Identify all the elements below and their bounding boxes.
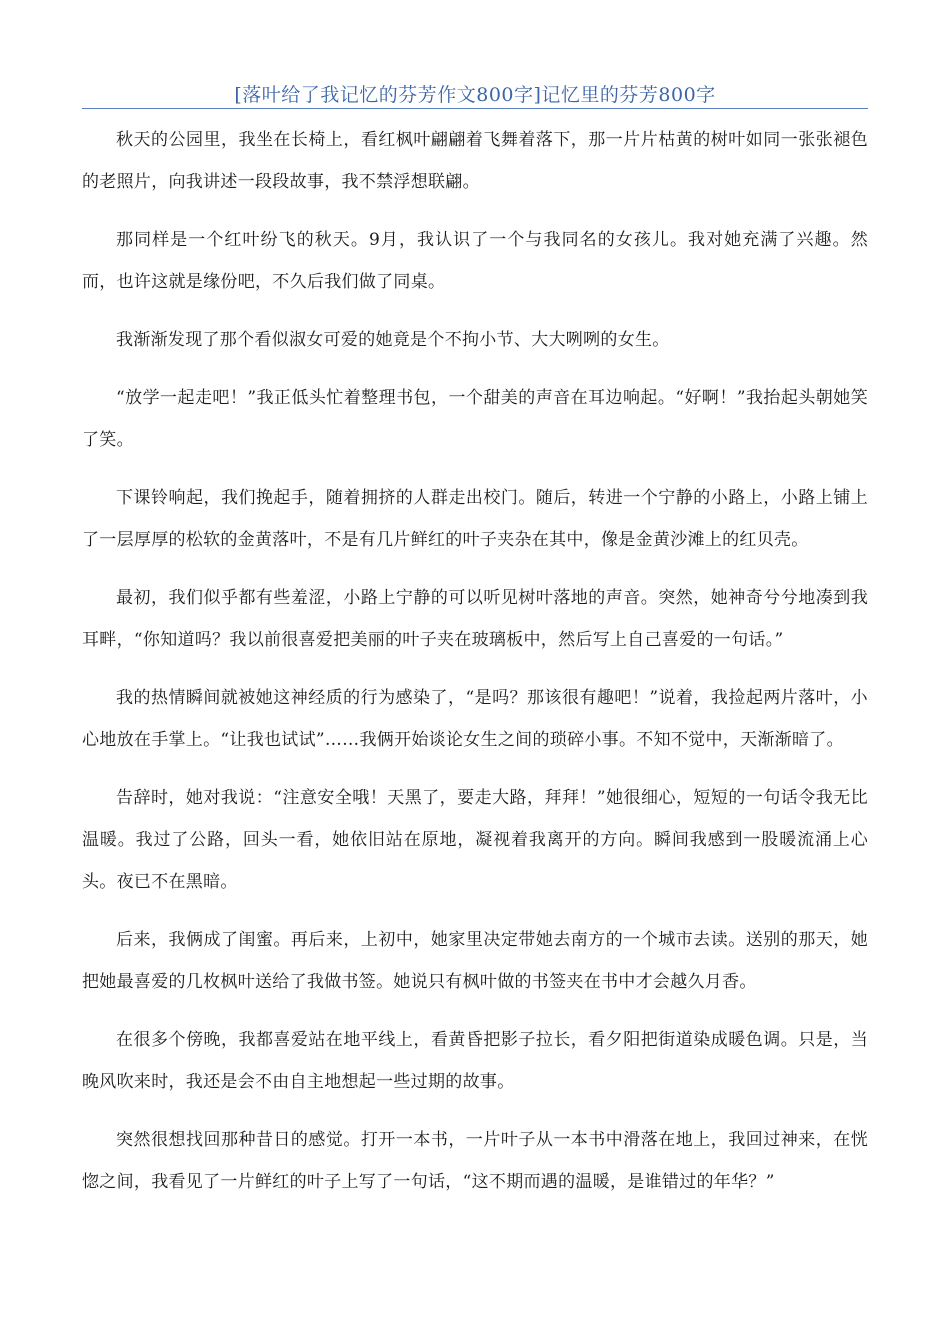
paragraph: 我的热情瞬间就被她这神经质的行为感染了，“是吗？那该很有趣吧！”说着，我捡起两片落叶，小心地放在手掌上。“让我也试试”……我俩开始谈论女生之间的琐碎小事。不知不觉中，天渐渐暗了。	[82, 688, 868, 750]
paragraph: 下课铃响起，我们挽起手，随着拥挤的人群走出校门。随后，转进一个宁静的小路上，小路上铺上了一层厚厚的松软的金黄落叶，不是有几片鲜红的叶子夹杂在其中，像是金黄沙滩上的红贝壳。	[82, 488, 868, 550]
paragraph: 我渐渐发现了那个看似淑女可爱的她竟是个不拘小节、大大咧咧的女生。	[116, 330, 670, 350]
paragraph: 最初，我们似乎都有些羞涩，小路上宁静的可以听见树叶落地的声音。突然，她神奇兮兮地凑到我耳畔，“你知道吗？我以前很喜爱把美丽的叶子夹在玻璃板中，然后写上自己喜爱的一句话。”	[82, 588, 868, 650]
paragraph: 后来，我俩成了闺蜜。再后来，上初中，她家里决定带她去南方的一个城市去读。送别的那天，她把她最喜爱的几枚枫叶送给了我做书签。她说只有枫叶做的书签夹在书中才会越久月香。	[82, 930, 868, 992]
paragraph: 突然很想找回那种昔日的感觉。打开一本书，一片叶子从一本书中滑落在地上，我回过神来，在恍惚之间，我看见了一片鲜红的叶子上写了一句话，“这不期而遇的温暖，是谁错过的年华？”	[82, 1130, 868, 1192]
paragraph: 那同样是一个红叶纷飞的秋天。9月，我认识了一个与我同名的女孩儿。我对她充满了兴趣。然而，也许这就是缘份吧，不久后我们做了同桌。	[82, 230, 868, 292]
paragraph: 告辞时，她对我说：“注意安全哦！天黑了，要走大路，拜拜！”她很细心，短短的一句话令我无比温暖。我过了公路，回头一看，她依旧站在原地，凝视着我离开的方向。瞬间我感到一股暖流涌上心头。夜已不在黑暗。	[82, 788, 868, 892]
paragraph: “放学一起走吧！”我正低头忙着整理书包，一个甜美的声音在耳边响起。“好啊！”我抬起头朝她笑了笑。	[82, 388, 868, 450]
title-divider	[82, 108, 868, 109]
paragraph: 在很多个傍晚，我都喜爱站在地平线上，看黄昏把影子拉长，看夕阳把街道染成暖色调。只是，当晚风吹来时，我还是会不由自主地想起一些过期的故事。	[82, 1030, 868, 1092]
paragraph: 秋天的公园里，我坐在长椅上，看红枫叶翩翩着飞舞着落下，那一片片枯黄的树叶如同一张张褪色的老照片，向我讲述一段段故事，我不禁浮想联翩。	[82, 130, 868, 192]
document-title: [落叶给了我记忆的芬芳作文800字]记忆里的芬芳800字	[234, 84, 716, 106]
document-body	[82, 119, 868, 1219]
